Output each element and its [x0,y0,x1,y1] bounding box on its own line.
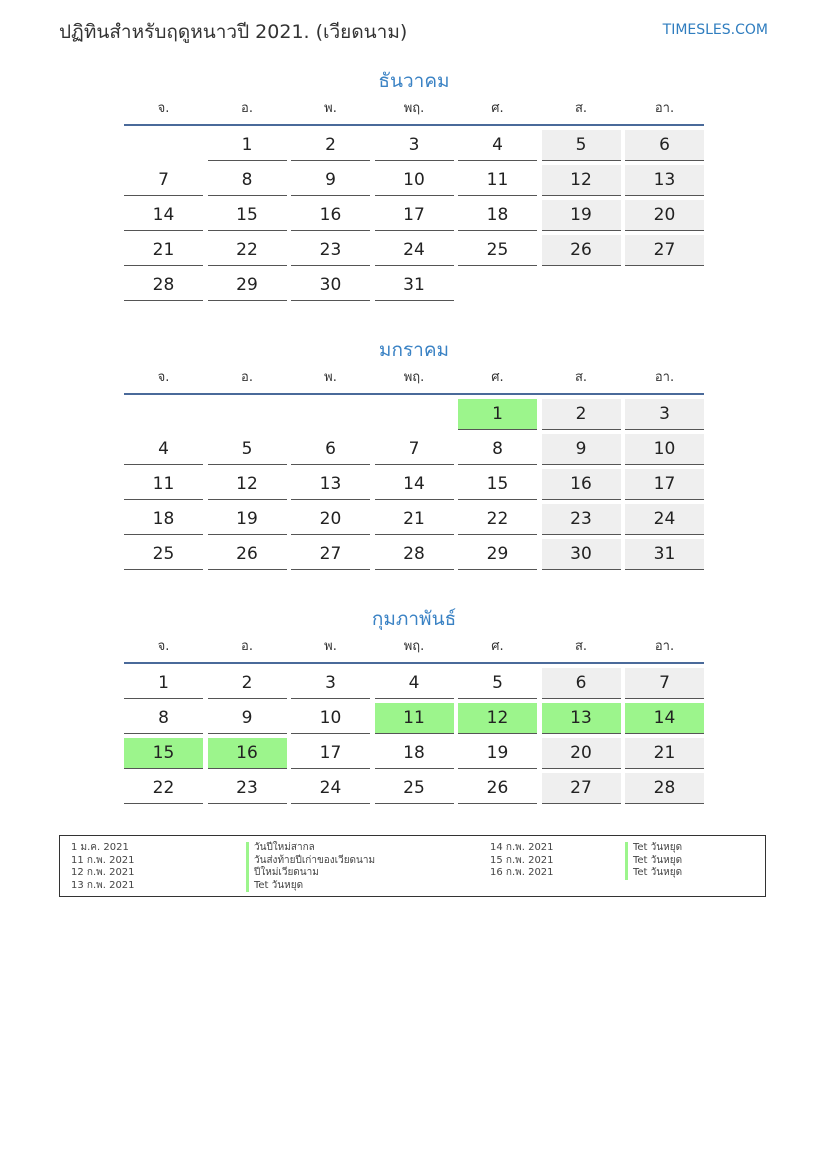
empty-cell [208,399,287,430]
day-cell[interactable]: 5 [458,668,537,699]
day-cell[interactable]: 4 [458,130,537,161]
weekday-header [124,365,704,395]
day-cell[interactable]: 18 [375,738,454,769]
month-title: ธันวาคม [378,70,450,92]
weekday-label: อ. [241,639,253,654]
day-cell[interactable]: 28 [625,773,704,804]
day-cell[interactable]: 15 [208,200,287,231]
day-cell[interactable]: 30 [291,270,370,301]
day-cell[interactable]: 21 [124,235,203,266]
day-cell[interactable]: 4 [124,434,203,465]
day-cell[interactable]: 5 [208,434,287,465]
day-cell[interactable]: 18 [124,504,203,535]
weekday-label: พฤ. [403,101,425,116]
legend-holiday-name: Tet วันหยุด [625,842,682,855]
day-cell[interactable]: 4 [375,668,454,699]
day-cell[interactable]: 2 [208,668,287,699]
day-cell[interactable]: 22 [124,773,203,804]
day-cell[interactable]: 26 [458,773,537,804]
holiday-legend [59,835,766,897]
day-cell[interactable]: 14 [375,469,454,500]
day-cell[interactable]: 25 [458,235,537,266]
day-cell[interactable]: 3 [375,130,454,161]
day-cell[interactable]: 12 [208,469,287,500]
site-link[interactable]: TIMESLES.COM [662,22,768,38]
day-cell[interactable]: 31 [625,539,704,570]
day-cell[interactable]: 20 [291,504,370,535]
day-cell[interactable]: 8 [458,434,537,465]
day-cell[interactable]: 1 [124,668,203,699]
day-cell[interactable]: 21 [625,738,704,769]
days-grid [124,130,704,301]
day-cell[interactable]: 16 [208,738,287,769]
empty-cell [375,399,454,430]
day-cell[interactable]: 23 [291,235,370,266]
weekday-label: ส. [574,639,588,654]
day-cell[interactable]: 11 [375,703,454,734]
weekday-label: ศ. [491,101,504,116]
day-cell[interactable]: 2 [291,130,370,161]
weekday-label: จ. [157,639,170,654]
day-cell[interactable]: 22 [208,235,287,266]
weekday-label: ศ. [491,370,504,385]
day-cell[interactable]: 13 [542,703,621,734]
day-cell[interactable]: 14 [625,703,704,734]
day-cell[interactable]: 19 [458,738,537,769]
day-cell[interactable]: 25 [375,773,454,804]
legend-dates-col2 [490,842,554,880]
empty-cell [124,130,203,161]
day-cell[interactable]: 10 [291,703,370,734]
weekday-label: ส. [574,101,588,116]
day-cell[interactable]: 10 [375,165,454,196]
day-cell[interactable]: 16 [542,469,621,500]
weekday-label: พฤ. [403,370,425,385]
day-cell[interactable]: 2 [542,399,621,430]
day-cell[interactable]: 19 [542,200,621,231]
legend-holiday-name: Tet วันหยุด [246,880,375,893]
day-cell[interactable]: 25 [124,539,203,570]
day-cell[interactable]: 11 [124,469,203,500]
day-cell[interactable]: 6 [291,434,370,465]
day-cell[interactable]: 1 [208,130,287,161]
day-cell[interactable]: 3 [291,668,370,699]
day-cell[interactable]: 13 [291,469,370,500]
day-cell[interactable]: 6 [625,130,704,161]
day-cell[interactable]: 11 [458,165,537,196]
weekday-label: จ. [157,370,170,385]
legend-holiday-name: วันปีใหม่สากล [246,842,375,855]
day-cell[interactable]: 22 [458,504,537,535]
weekday-label: ส. [574,370,588,385]
legend-names-col1 [246,842,375,892]
day-cell[interactable]: 23 [208,773,287,804]
weekday-label: พ. [324,101,337,116]
month-title: มกราคม [378,339,450,361]
month-january [124,335,704,570]
month-december [124,66,704,301]
legend-holiday-name: Tet วันหยุด [625,855,682,868]
weekday-label: จ. [157,101,170,116]
day-cell[interactable]: 29 [208,270,287,301]
day-cell[interactable]: 10 [625,434,704,465]
day-cell[interactable]: 26 [542,235,621,266]
weekday-label: ศ. [491,639,504,654]
weekday-header [124,96,704,126]
empty-cell [291,399,370,430]
day-cell[interactable]: 7 [124,165,203,196]
legend-holiday-name: วันส่งท้ายปีเก่าของเวียดนาม [246,855,375,868]
day-cell[interactable]: 27 [291,539,370,570]
legend-date: 14 ก.พ. 2021 [490,842,554,853]
day-cell[interactable]: 7 [625,668,704,699]
weekday-label: พฤ. [403,639,425,654]
legend-date: 12 ก.พ. 2021 [71,867,135,878]
day-cell[interactable]: 24 [375,235,454,266]
legend-names-col2 [625,842,682,880]
day-cell[interactable]: 27 [542,773,621,804]
weekday-label: พ. [324,639,337,654]
day-cell[interactable]: 1 [458,399,537,430]
weekday-label: อ. [241,370,253,385]
day-cell[interactable]: 12 [542,165,621,196]
weekday-header [124,634,704,664]
day-cell[interactable]: 9 [208,703,287,734]
day-cell[interactable]: 12 [458,703,537,734]
day-cell[interactable]: 18 [458,200,537,231]
legend-date: 11 ก.พ. 2021 [71,854,135,866]
month-title: กุมภาพันธ์ [371,608,457,630]
day-cell[interactable]: 29 [458,539,537,570]
legend-holiday-name: Tet วันหยุด [625,867,682,880]
day-cell[interactable]: 26 [208,539,287,570]
day-cell[interactable]: 17 [625,469,704,500]
month-february [124,604,704,804]
day-cell[interactable]: 24 [625,504,704,535]
day-cell[interactable]: 23 [542,504,621,535]
day-cell[interactable]: 27 [625,235,704,266]
day-cell[interactable]: 9 [291,165,370,196]
page-title: ปฏิทินสำหรับฤดูหนาวปี 2021. (เวียดนาม) [59,21,408,43]
day-cell[interactable]: 20 [542,738,621,769]
days-grid [124,399,704,570]
legend-date: 15 ก.พ. 2021 [490,854,554,866]
day-cell[interactable]: 31 [375,270,454,301]
day-cell[interactable]: 14 [124,200,203,231]
day-cell[interactable]: 28 [124,270,203,301]
day-cell[interactable]: 15 [458,469,537,500]
day-cell[interactable]: 16 [291,200,370,231]
day-cell[interactable]: 7 [375,434,454,465]
day-cell[interactable]: 24 [291,773,370,804]
day-cell[interactable]: 17 [291,738,370,769]
weekday-label: อา. [654,370,675,385]
day-cell[interactable]: 17 [375,200,454,231]
weekday-label: อ. [241,101,253,116]
weekday-label: พ. [324,370,337,385]
days-grid [124,668,704,804]
day-cell[interactable]: 5 [542,130,621,161]
weekday-label: อา. [654,101,675,116]
day-cell[interactable]: 30 [542,539,621,570]
legend-date: 1 ม.ค. 2021 [71,842,129,853]
legend-dates-col1 [71,842,135,892]
day-cell[interactable]: 3 [625,399,704,430]
day-cell[interactable]: 15 [124,738,203,769]
day-cell[interactable]: 8 [208,165,287,196]
day-cell[interactable]: 9 [542,434,621,465]
day-cell[interactable]: 8 [124,703,203,734]
empty-cell [124,399,203,430]
day-cell[interactable]: 28 [375,539,454,570]
day-cell[interactable]: 21 [375,504,454,535]
legend-date: 16 ก.พ. 2021 [490,867,554,878]
day-cell[interactable]: 20 [625,200,704,231]
legend-holiday-name: ปีใหม่เวียดนาม [246,867,375,880]
day-cell[interactable]: 6 [542,668,621,699]
day-cell[interactable]: 13 [625,165,704,196]
legend-date: 13 ก.พ. 2021 [71,879,135,891]
weekday-label: อา. [654,639,675,654]
day-cell[interactable]: 19 [208,504,287,535]
